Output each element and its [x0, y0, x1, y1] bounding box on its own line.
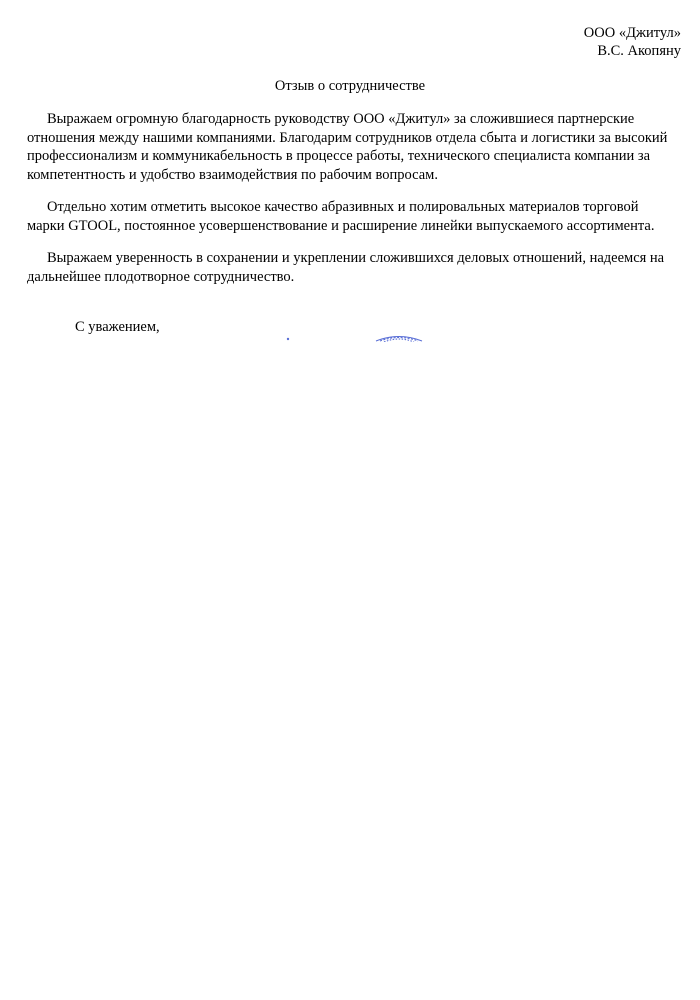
addressee-block — [584, 24, 681, 60]
stamp-edge-graphic — [280, 331, 430, 342]
paragraph-quality: Отдельно хотим отметить высокое качество абразивных и полировальных материалов торговой марки GTOOL, постоянное усовершенствование и расширение линейки выпускаемого ассортимента. — [27, 199, 655, 234]
document-title: Отзыв о сотрудничестве — [274, 78, 426, 94]
addressee-company: ООО «Джитул» — [583, 25, 681, 41]
addressee-person: В.С. Акопяну — [597, 43, 681, 59]
paragraph-gratitude: Выражаем огромную благодарность руководству ООО «Джитул» за сложившиеся партнерские отношения между нашими компаниями. Благодарим сотрудников отдела сбыта и логистики за высокий профессионализм и коммуникабельность в процессе работы, технического специалиста компании за компетентность и удобство взаимодействия по рабочим вопросам. — [27, 111, 668, 183]
closing-salutation: С уважением, — [75, 319, 160, 335]
stamp-image — [280, 330, 430, 342]
paragraph-confidence: Выражаем уверенность в сохранении и укреплении сложившихся деловых отношений, надеемся на дальнейшее плодотворное сотрудничество. — [27, 250, 665, 285]
